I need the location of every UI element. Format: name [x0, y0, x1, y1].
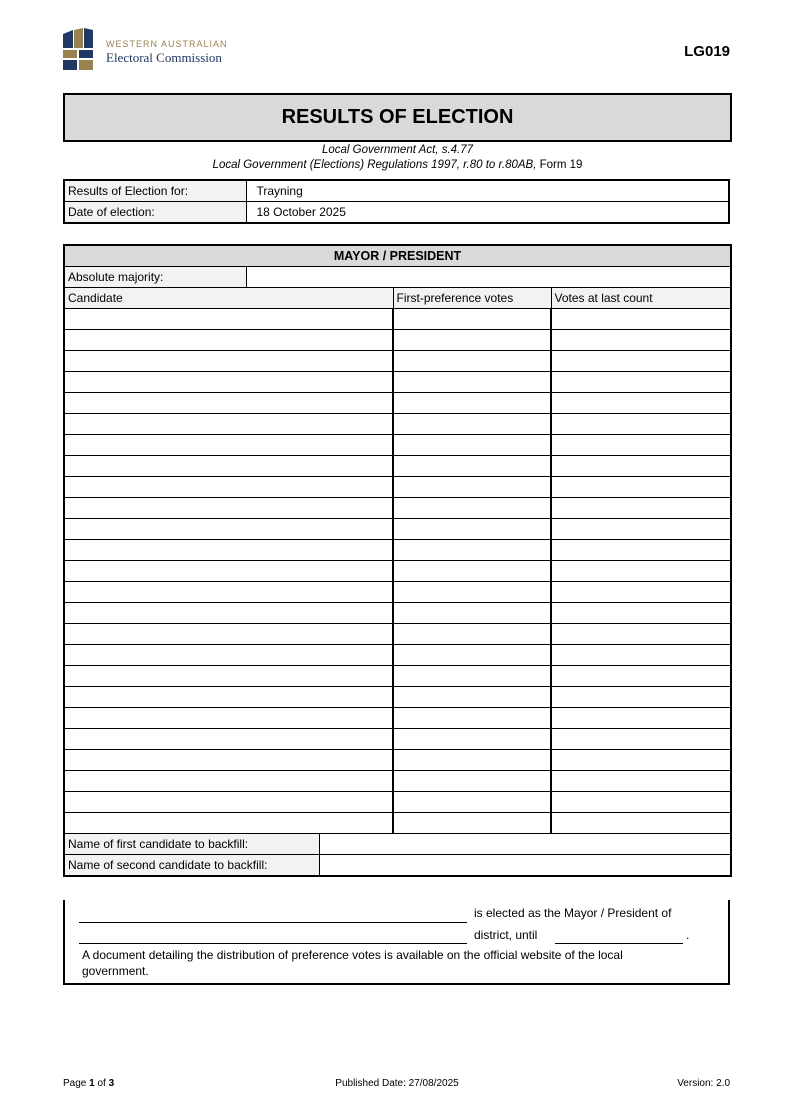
elected-text: is elected as the Mayor / President of — [474, 906, 672, 920]
column-header-last-count: Votes at last count — [551, 288, 731, 309]
legislation-form: Form 19 — [536, 159, 583, 171]
first-preference-cell[interactable] — [393, 393, 551, 414]
first-preference-cell[interactable] — [393, 456, 551, 477]
results-for-label: Results of Election for: — [64, 180, 246, 202]
elected-candidate-line[interactable] — [79, 922, 467, 923]
table-row — [64, 771, 731, 792]
candidate-name-cell[interactable] — [64, 813, 393, 834]
table-row — [64, 750, 731, 771]
candidate-name-cell[interactable] — [64, 561, 393, 582]
backfill-first-label: Name of first candidate to backfill: — [64, 834, 319, 855]
org-name-line1: WESTERN AUSTRALIAN — [106, 39, 228, 49]
candidate-name-cell[interactable] — [64, 708, 393, 729]
first-preference-cell[interactable] — [393, 351, 551, 372]
form-code: LG019 — [684, 43, 730, 60]
backfill-second-label: Name of second candidate to backfill: — [64, 855, 319, 877]
candidate-name-cell[interactable] — [64, 645, 393, 666]
last-count-cell[interactable] — [551, 603, 731, 624]
last-count-cell[interactable] — [551, 435, 731, 456]
first-preference-cell[interactable] — [393, 813, 551, 834]
table-row — [64, 582, 731, 603]
last-count-cell[interactable] — [551, 561, 731, 582]
table-row — [64, 351, 731, 372]
candidate-name-cell[interactable] — [64, 519, 393, 540]
last-count-cell[interactable] — [551, 414, 731, 435]
candidate-name-cell[interactable] — [64, 498, 393, 519]
candidate-name-cell[interactable] — [64, 372, 393, 393]
table-row — [64, 645, 731, 666]
table-row — [64, 603, 731, 624]
page-title: RESULTS OF ELECTION — [63, 93, 732, 142]
legislation-line1: Local Government Act, s.4.77 — [321, 144, 474, 156]
district-name-line[interactable] — [79, 943, 467, 944]
table-row — [64, 477, 731, 498]
first-preference-cell[interactable] — [393, 603, 551, 624]
section-heading: MAYOR / PRESIDENT — [64, 245, 731, 267]
last-count-cell[interactable] — [551, 456, 731, 477]
election-statement — [63, 900, 730, 985]
last-count-cell[interactable] — [551, 792, 731, 813]
legislation-regulations: Local Government (Elections) Regulations 1997, r.80 to r.80AB, — [212, 159, 537, 171]
last-count-cell[interactable] — [551, 477, 731, 498]
first-preference-cell[interactable] — [393, 435, 551, 456]
backfill-second-field[interactable] — [319, 855, 731, 877]
published-date: Published Date: 27/08/2025 — [335, 1078, 459, 1089]
candidate-name-cell[interactable] — [64, 540, 393, 561]
last-count-cell[interactable] — [551, 498, 731, 519]
candidate-name-cell[interactable] — [64, 750, 393, 771]
first-preference-cell[interactable] — [393, 750, 551, 771]
org-name-line2: Electoral Commission — [106, 50, 222, 65]
date-of-election-field[interactable]: 18 October 2025 — [246, 202, 729, 224]
table-row — [64, 540, 731, 561]
column-header-first-preference: First-preference votes — [393, 288, 551, 309]
table-row — [64, 624, 731, 645]
table-row — [64, 729, 731, 750]
first-preference-cell[interactable] — [393, 729, 551, 750]
candidate-name-cell[interactable] — [64, 309, 393, 330]
table-row — [64, 330, 731, 351]
candidate-name-cell[interactable] — [64, 624, 393, 645]
page-of: of — [94, 1078, 109, 1089]
candidate-name-cell[interactable] — [64, 687, 393, 708]
absolute-majority-field[interactable] — [246, 267, 731, 288]
preference-note-cont: government. — [82, 964, 149, 978]
wa-electoral-commission-logo-icon — [63, 28, 93, 72]
table-row — [64, 498, 731, 519]
backfill-first-field[interactable] — [319, 834, 731, 855]
first-preference-cell[interactable] — [393, 309, 551, 330]
last-count-cell[interactable] — [551, 666, 731, 687]
last-count-cell[interactable] — [551, 645, 731, 666]
last-count-cell[interactable] — [551, 687, 731, 708]
last-count-cell[interactable] — [551, 729, 731, 750]
last-count-cell[interactable] — [551, 624, 731, 645]
statement-period: . — [686, 928, 690, 942]
first-preference-cell[interactable] — [393, 372, 551, 393]
candidate-name-cell[interactable] — [64, 456, 393, 477]
last-count-cell[interactable] — [551, 519, 731, 540]
table-row — [64, 561, 731, 582]
table-row — [64, 309, 731, 330]
table-row — [64, 456, 731, 477]
last-count-cell[interactable] — [551, 582, 731, 603]
first-preference-cell[interactable] — [393, 582, 551, 603]
results-for-field[interactable]: Trayning — [246, 180, 729, 202]
last-count-cell[interactable] — [551, 750, 731, 771]
preference-note: A document detailing the distribution of preference votes is available on the official website of the local — [82, 948, 623, 962]
first-preference-cell[interactable] — [393, 519, 551, 540]
candidate-name-cell[interactable] — [64, 603, 393, 624]
candidate-name-cell[interactable] — [64, 351, 393, 372]
date-of-election-label: Date of election: — [64, 202, 246, 224]
last-count-cell[interactable] — [551, 540, 731, 561]
last-count-cell[interactable] — [551, 708, 731, 729]
first-preference-cell[interactable] — [393, 771, 551, 792]
first-preference-cell[interactable] — [393, 708, 551, 729]
table-row — [64, 708, 731, 729]
first-preference-cell[interactable] — [393, 498, 551, 519]
candidate-name-cell[interactable] — [64, 771, 393, 792]
candidate-name-cell[interactable] — [64, 435, 393, 456]
candidate-name-cell[interactable] — [64, 666, 393, 687]
candidate-name-cell[interactable] — [64, 414, 393, 435]
table-row — [64, 666, 731, 687]
candidate-name-cell[interactable] — [64, 477, 393, 498]
term-until-line[interactable] — [555, 943, 683, 944]
candidate-name-cell[interactable] — [64, 792, 393, 813]
first-preference-cell[interactable] — [393, 330, 551, 351]
table-row — [64, 813, 731, 834]
results-table — [63, 244, 732, 877]
last-count-cell[interactable] — [551, 330, 731, 351]
column-header-candidate: Candidate — [64, 288, 393, 309]
candidate-name-cell[interactable] — [64, 330, 393, 351]
table-row — [64, 435, 731, 456]
absolute-majority-label: Absolute majority: — [64, 267, 246, 288]
district-text: district, until — [474, 928, 538, 942]
last-count-cell[interactable] — [551, 771, 731, 792]
first-preference-cell[interactable] — [393, 561, 551, 582]
last-count-cell[interactable] — [551, 351, 731, 372]
page-prefix: Page — [63, 1078, 90, 1089]
legislation-line2 — [63, 159, 732, 171]
version: Version: 2.0 — [677, 1078, 730, 1089]
first-preference-cell[interactable] — [393, 477, 551, 498]
page-total: 3 — [108, 1078, 115, 1089]
table-row — [64, 393, 731, 414]
last-count-cell[interactable] — [551, 813, 731, 834]
first-preference-cell[interactable] — [393, 414, 551, 435]
candidate-name-cell[interactable] — [64, 582, 393, 603]
first-preference-cell[interactable] — [393, 792, 551, 813]
table-row — [64, 792, 731, 813]
table-row — [64, 372, 731, 393]
first-preference-cell[interactable] — [393, 666, 551, 687]
first-preference-cell[interactable] — [393, 540, 551, 561]
table-row — [64, 519, 731, 540]
election-info-table — [63, 179, 730, 224]
first-preference-cell[interactable] — [393, 687, 551, 708]
table-row — [64, 414, 731, 435]
last-count-cell[interactable] — [551, 372, 731, 393]
last-count-cell[interactable] — [551, 393, 731, 414]
last-count-cell[interactable] — [551, 309, 731, 330]
page-current: 1 — [89, 1078, 95, 1089]
first-preference-cell[interactable] — [393, 645, 551, 666]
candidate-name-cell[interactable] — [64, 729, 393, 750]
first-preference-cell[interactable] — [393, 624, 551, 645]
candidate-name-cell[interactable] — [64, 393, 393, 414]
table-row — [64, 687, 731, 708]
